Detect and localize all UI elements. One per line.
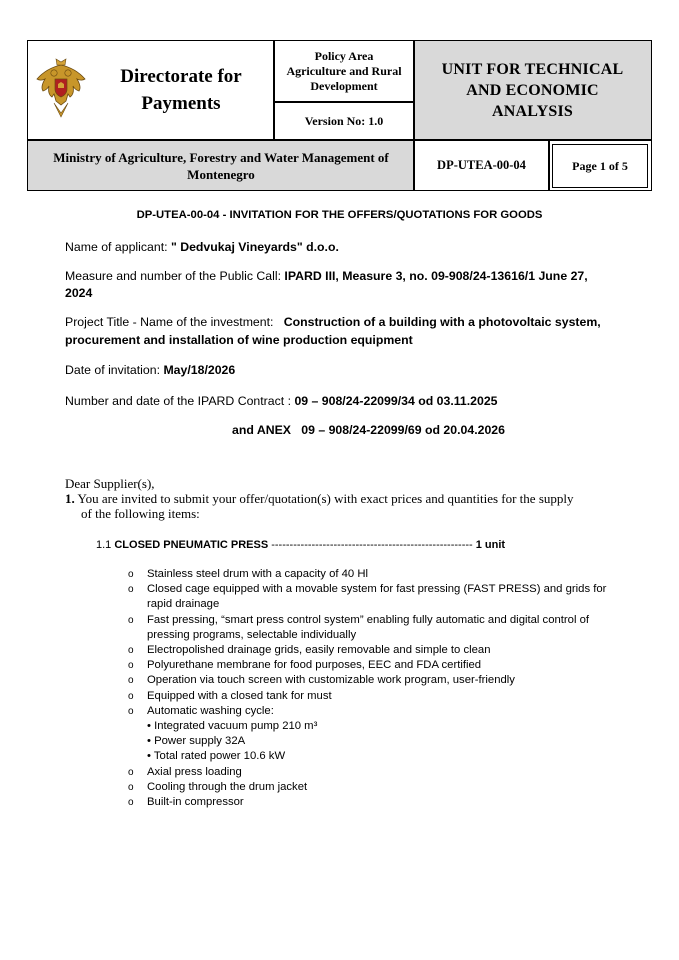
unit-cell xyxy=(414,41,651,139)
bullet-icon: o xyxy=(128,614,134,626)
sub-list-item: • Total rated power 10.6 kW xyxy=(147,750,286,763)
organization-cell xyxy=(88,41,274,139)
document-title: DP-UTEA-00-04 - INVITATION FOR THE OFFERS/QUOTATIONS FOR GOODS xyxy=(136,209,543,221)
list-item xyxy=(128,658,606,673)
item-text: You are invited to submit your offer/quotation(s) with exact prices and quantities for the supply xyxy=(77,491,574,506)
bullet-icon: o xyxy=(128,569,134,580)
bullet-icon: o xyxy=(128,766,134,778)
applicant-label: Name of applicant: xyxy=(65,240,171,254)
header-divider xyxy=(273,41,275,140)
measure-value: IPARD III, Measure 3, no. 09-908/24-13616/1 June 27, xyxy=(284,269,588,283)
version-cell xyxy=(274,103,414,139)
sub-list-item: • Integrated vacuum pump 210 m³ xyxy=(147,720,318,733)
list-item-text: o Built-in compressor xyxy=(128,795,606,810)
item-1-1-dashes: ------------------------------------------------------- xyxy=(268,539,473,551)
list-item xyxy=(128,567,606,582)
contract-value: 09 – 908/24-22099/34 od 03.11.2025 xyxy=(294,394,498,408)
list-item-text: pressing programs, selectable individually xyxy=(147,628,357,641)
measure-line xyxy=(65,267,588,285)
measure-value-2: 2024 xyxy=(65,286,93,300)
list-item xyxy=(128,704,606,765)
list-item-text: o Fast pressing, “smart press control system” enabling fully automatic and digital control of xyxy=(128,613,606,628)
header-divider xyxy=(548,140,550,190)
list-item xyxy=(128,780,606,795)
bullet-icon: o xyxy=(128,645,134,657)
list-item xyxy=(128,643,606,658)
measure-label: Measure and number of the Public Call: xyxy=(65,269,285,283)
feature-list xyxy=(128,567,606,810)
item-text-2: of the following items: xyxy=(81,506,200,521)
bullet-icon: o xyxy=(128,675,134,687)
page-number: Page 1 of 5 xyxy=(572,158,628,173)
document-header-table xyxy=(27,40,652,191)
date-value: May/18/2026 xyxy=(163,363,236,377)
list-item-text: o Stainless steel drum with a capacity of 40 Hl xyxy=(128,567,606,582)
greeting: Dear Supplier(s), xyxy=(65,476,155,491)
invitation-item-1 xyxy=(65,491,574,521)
project-label: Project Title - Name of the investment: xyxy=(65,315,284,329)
project-value-2: procurement and installation of wine production equipment xyxy=(65,333,413,347)
doc-code-cell xyxy=(414,141,549,190)
policy-area: Policy Area Agriculture and Rural Development xyxy=(286,48,402,93)
date-line xyxy=(65,361,235,379)
header-divider xyxy=(28,139,651,141)
list-item-text: o Automatic washing cycle: xyxy=(128,704,606,719)
montenegro-coat-of-arms-icon xyxy=(34,57,88,119)
item-1-1-name: CLOSED PNEUMATIC PRESS xyxy=(114,539,269,551)
version-number: Version No: 1.0 xyxy=(304,113,384,128)
project-line-2 xyxy=(65,331,413,349)
ministry-cell xyxy=(28,141,414,190)
list-item-text: o Closed cage equipped with a movable system for fast pressing (FAST PRESS) and grids for xyxy=(128,582,606,597)
header-divider xyxy=(273,101,414,103)
project-line xyxy=(65,313,601,331)
document-code: DP-UTEA-00-04 xyxy=(437,158,526,172)
bullet-icon: o xyxy=(128,781,134,793)
bullet-icon: o xyxy=(128,584,134,596)
policy-area-cell xyxy=(274,41,414,101)
header-divider xyxy=(413,41,415,190)
anex-value: and ANEX 09 – 908/24-22099/69 od 20.04.2026 xyxy=(232,423,505,437)
bullet-icon: o xyxy=(128,690,134,702)
item-number: 1. xyxy=(65,491,75,506)
measure-line-2 xyxy=(65,284,92,302)
item-1-1-quantity: 1 unit xyxy=(472,539,506,551)
list-item-text: o Electropolished drainage grids, easily removable and simple to clean xyxy=(128,643,606,658)
list-item-text: o Cooling through the drum jacket xyxy=(128,780,606,795)
anex-line xyxy=(232,421,505,439)
item-1-1-number: 1.1 xyxy=(96,539,115,551)
contract-label: Number and date of the IPARD Contract : xyxy=(65,394,295,408)
sub-list-item: • Power supply 32A xyxy=(147,735,246,748)
list-item-text: rapid drainage xyxy=(147,598,220,611)
list-item xyxy=(128,613,606,643)
list-item-text: o Operation via touch screen with customizable work program, user-friendly xyxy=(128,673,606,688)
list-item xyxy=(128,582,606,612)
ministry-name: Ministry of Agriculture, Forestry and Water Management of Montenegro xyxy=(53,149,389,182)
applicant-value: " Dedvukaj Vineyards" d.o.o. xyxy=(170,240,339,254)
list-item xyxy=(128,689,606,704)
applicant-line xyxy=(65,238,339,256)
date-label: Date of invitation: xyxy=(65,363,164,377)
list-item xyxy=(128,795,606,810)
bullet-icon: o xyxy=(128,660,134,672)
list-item-text: o Equipped with a closed tank for must xyxy=(128,689,606,704)
item-1-1-heading xyxy=(96,539,505,551)
contract-line xyxy=(65,392,498,410)
list-item-text: o Polyurethane membrane for food purposes, EEC and FDA certified xyxy=(128,658,606,673)
organization-name: Directorate for Payments xyxy=(120,66,242,114)
list-item xyxy=(128,765,606,780)
bullet-icon: o xyxy=(128,797,134,809)
list-item-text: o Axial press loading xyxy=(128,765,606,780)
page-number-cell xyxy=(552,144,648,188)
project-value: Construction of a building with a photovoltaic system, xyxy=(283,315,601,329)
unit-title: UNIT FOR TECHNICAL AND ECONOMIC ANALYSIS xyxy=(441,60,624,120)
bullet-icon: o xyxy=(128,705,134,717)
list-item xyxy=(128,673,606,688)
